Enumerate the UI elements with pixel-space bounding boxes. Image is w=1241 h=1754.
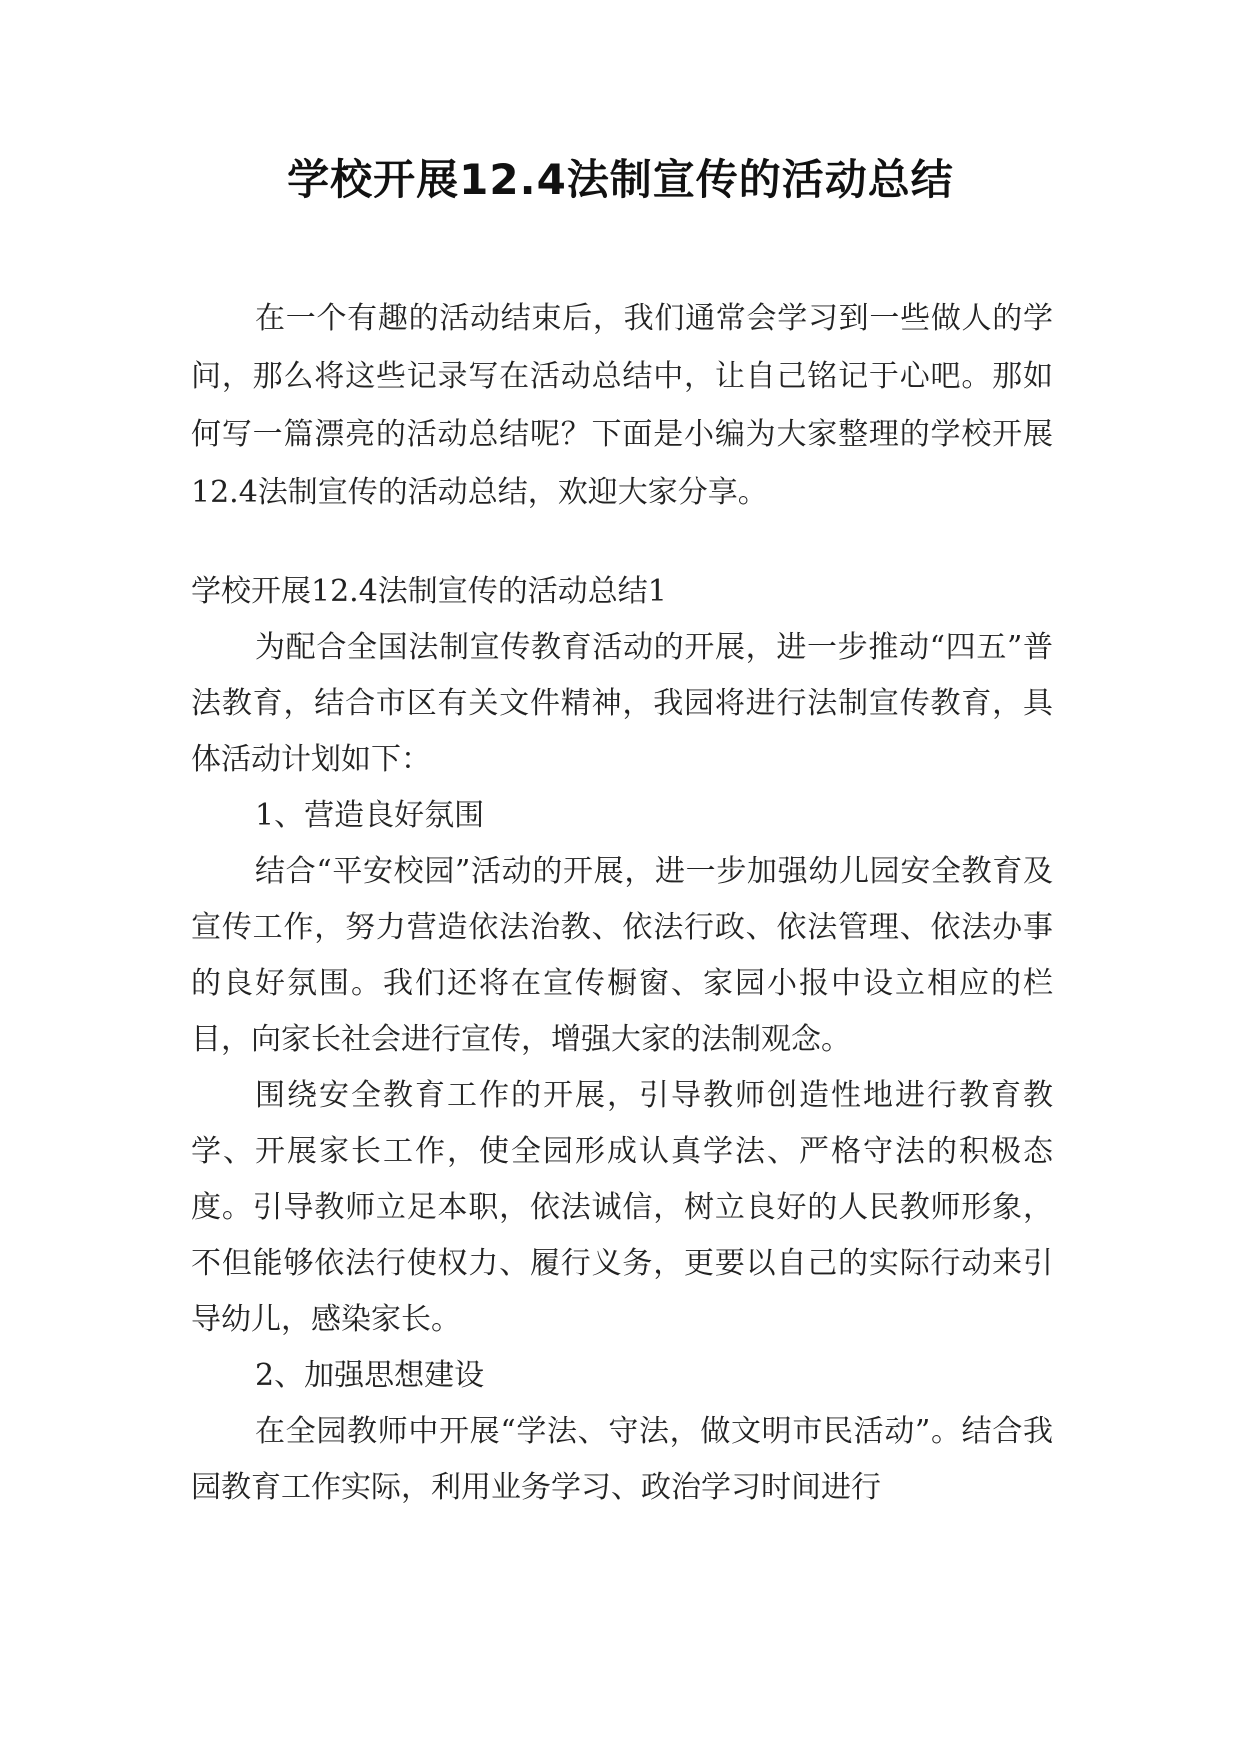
subheading: 2、加强思想建设: [255, 1358, 485, 1393]
subheading: 1、营造良好氛围: [255, 798, 485, 833]
body-paragraph: 围绕安全教育工作的开展，引导教师创造性地进行教育教学、开展家长工作，使全园形成认真学法、严格守法的积极态度。引导教师立足本职，依法诚信，树立良好的人民教师形象，不但能够依法行使权力、履行义务，更要以自己的实际行动来引导幼儿，感染家长。: [191, 1078, 1053, 1337]
document-title: 学校开展12.4法制宣传的活动总结: [287, 155, 954, 204]
body-paragraph: 在全园教师中开展“学法、守法，做文明市民活动”。结合我园教育工作实际，利用业务学习、政治学习时间进行: [191, 1414, 1053, 1505]
intro-paragraph: 在一个有趣的活动结束后，我们通常会学习到一些做人的学问，那么将这些记录写在活动总结中，让自己铭记于心吧。那如何写一篇漂亮的活动总结呢？下面是小编为大家整理的学校开展12.4法制宣传的活动总结，欢迎大家分享。: [191, 301, 1053, 510]
document-body: [191, 290, 1053, 1516]
body-paragraph: 为配合全国法制宣传教育活动的开展，进一步推动“四五”普法教育，结合市区有关文件精神，我园将进行法制宣传教育，具体活动计划如下：: [191, 630, 1053, 777]
body-paragraph: 结合“平安校园”活动的开展，进一步加强幼儿园安全教育及宣传工作，努力营造依法治教、依法行政、依法管理、依法办事的良好氛围。我们还将在宣传橱窗、家园小报中设立相应的栏目，向家长社会进行宣传，增强大家的法制观念。: [191, 854, 1053, 1057]
section-heading: 学校开展12.4法制宣传的活动总结1: [191, 574, 667, 609]
